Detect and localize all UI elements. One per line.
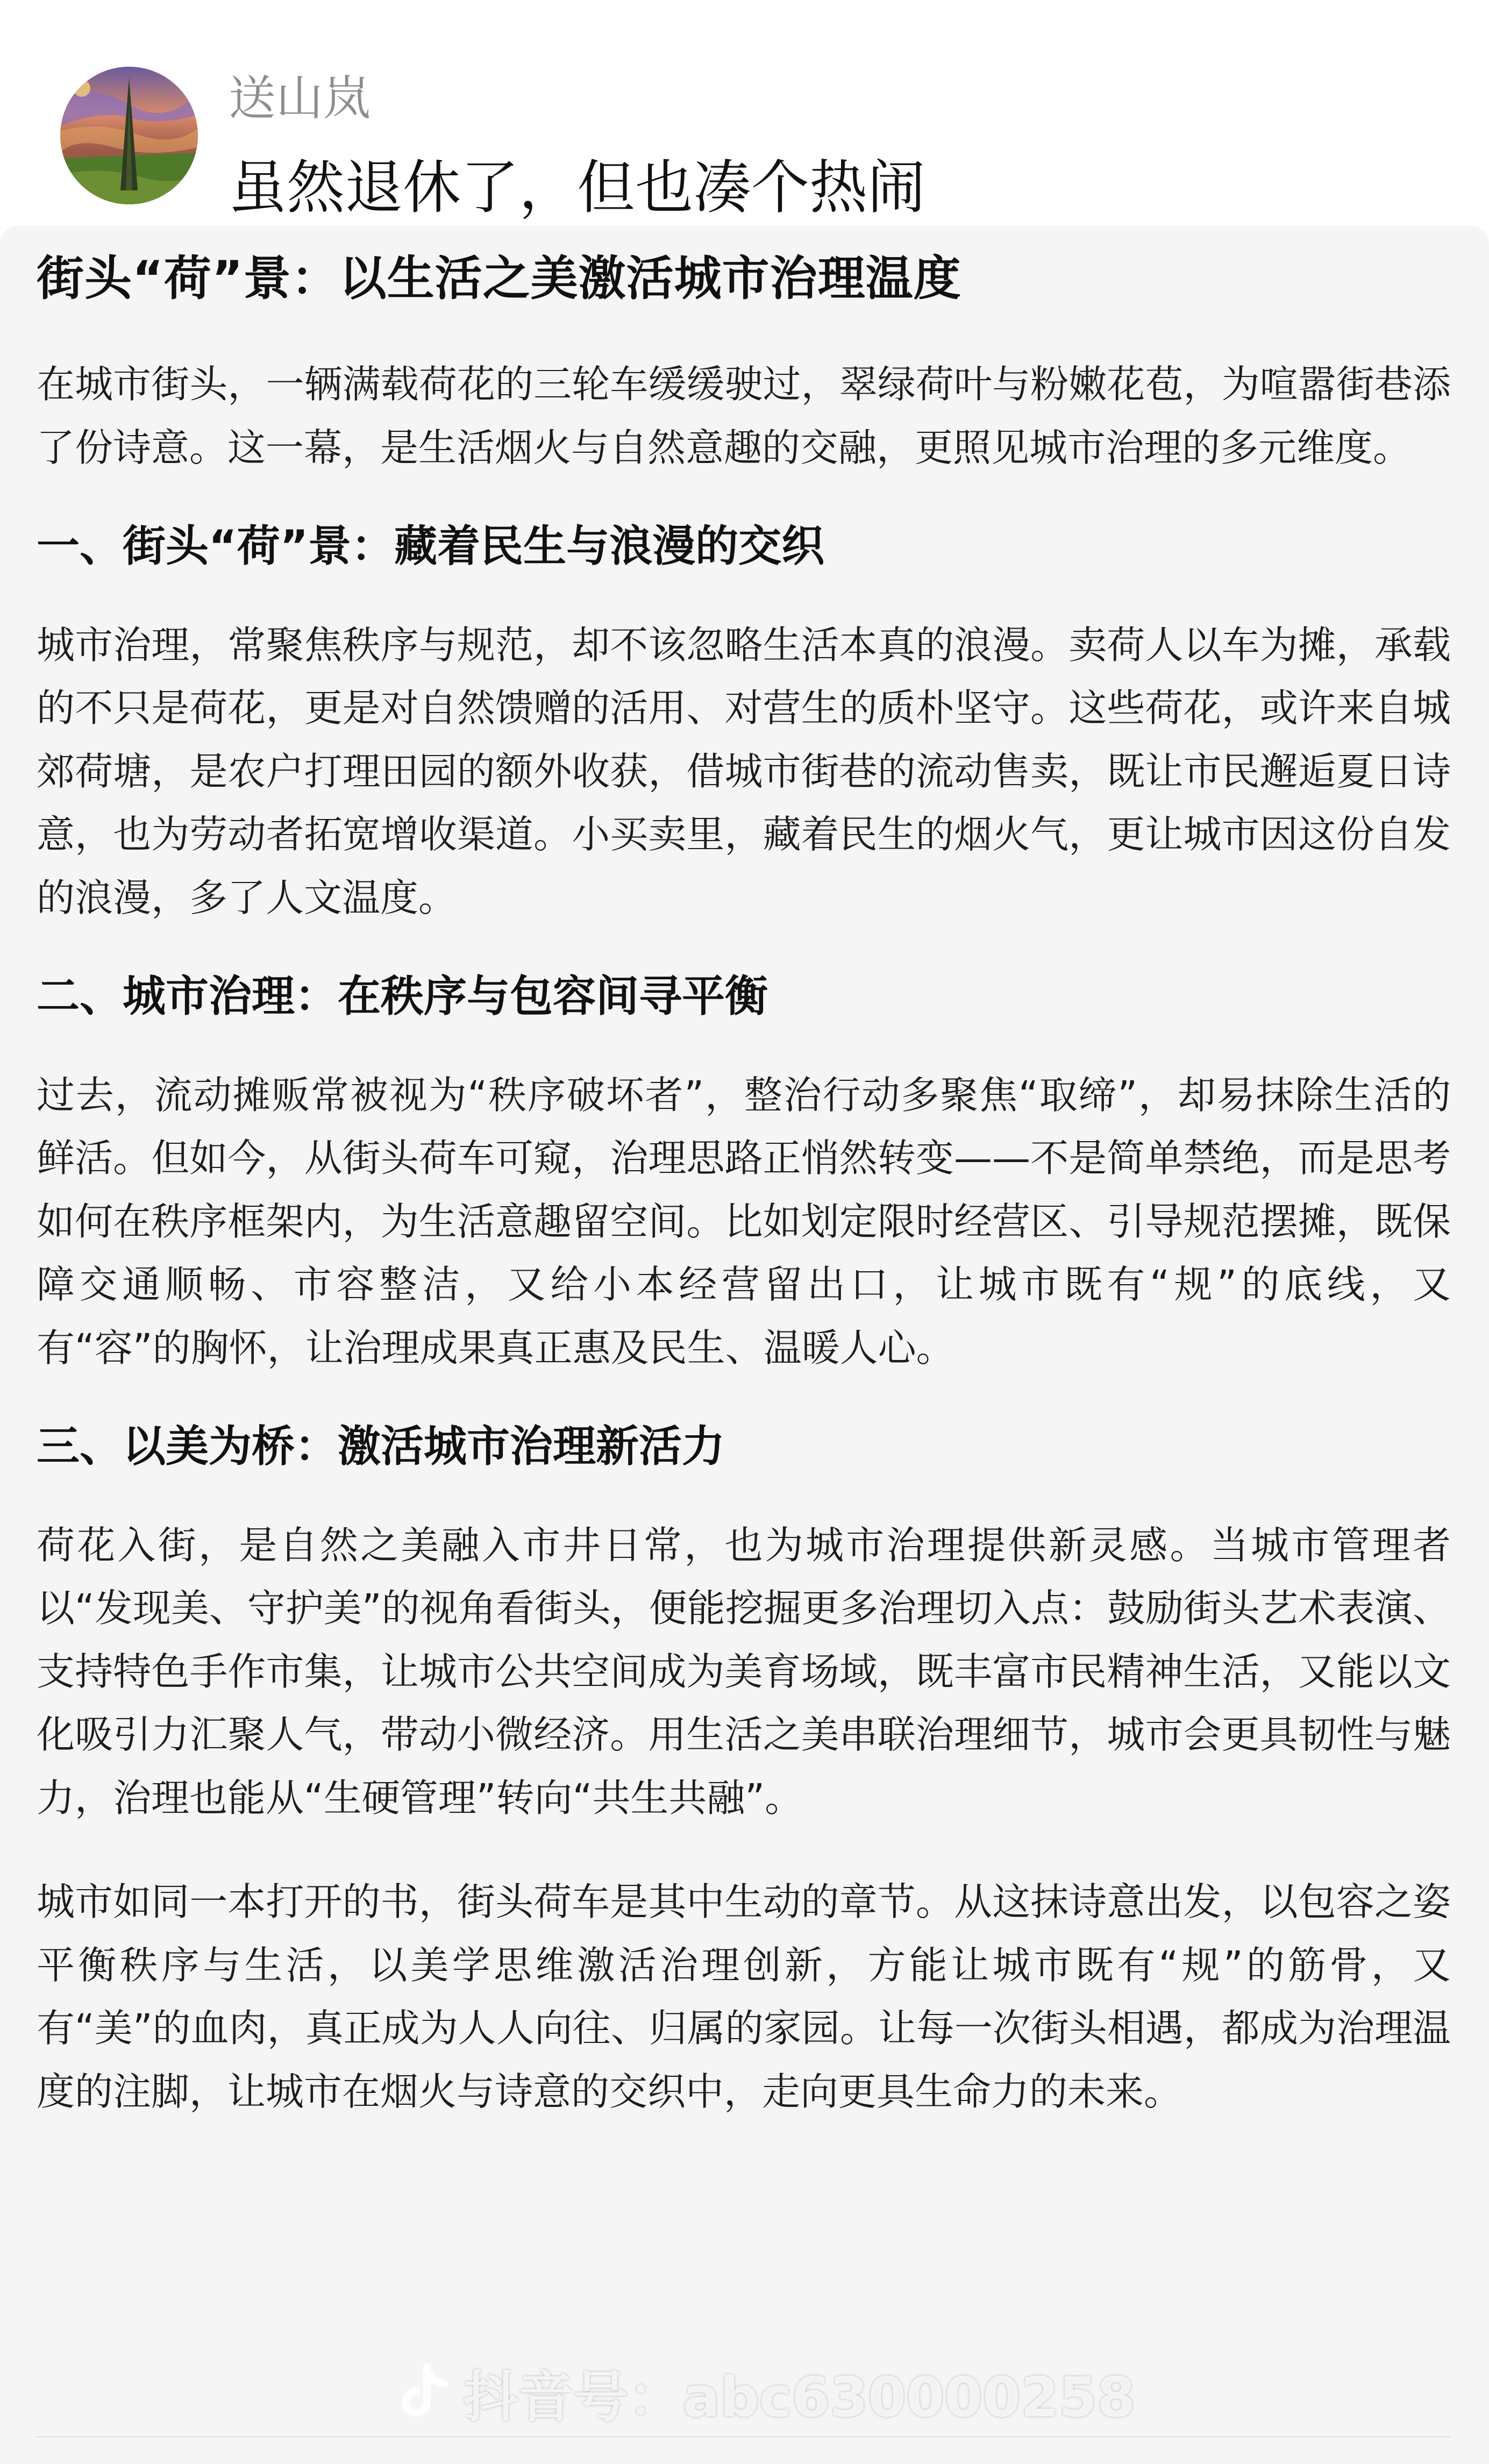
painted-landscape-avatar-icon bbox=[60, 67, 198, 204]
post-caption: 虽然退休了，但也凑个热闹 bbox=[229, 154, 926, 222]
author-name[interactable]: 送山岚 bbox=[229, 70, 371, 126]
article-intro: 在城市街头，一辆满载荷花的三轮车缓缓驶过，翠绿荷叶与粉嫩花苞，为喧嚣街巷添了份诗意。这一幕，是生活烟火与自然意趣的交融，更照见城市治理的多元维度。 bbox=[37, 362, 1451, 470]
section-3-heading: 三、以美为桥：激活城市治理新活力 bbox=[37, 1421, 725, 1471]
section-1-body: 城市治理，常聚焦秩序与规范，却不该忽略生活本真的浪漫。卖荷人以车为摊，承载的不只是荷花，更是对自然馈赠的活用、对营生的质朴坚守。这些荷花，或许来自城郊荷塘，是农户打理田园的额外收获，借城市街巷的流动售卖，既让市民邂逅夏日诗意，也为劳动者拓宽增收渠道。小买卖里，藏着民生的烟火气，更让城市因这份自发的浪漫，多了人文温度。 bbox=[37, 622, 1451, 920]
watermark-text: 抖音号：abc630000258 bbox=[464, 2366, 1136, 2430]
article-title: 街头“荷”景：以生活之美激活城市治理温度 bbox=[37, 251, 961, 306]
section-3-body: 荷花入街，是自然之美融入市井日常，也为城市治理提供新灵感。当城市管理者以“发现美、守护美”的视角看街头，便能挖掘更多治理切入点：鼓励街头艺术表演、支持特色手作市集，让城市公共空间成为美育场域，既丰富市民精神生活，又能以文化吸引力汇聚人气，带动小微经济。用生活之美串联治理细节，城市会更具韧性与魅力，治理也能从“生硬管理”转向“共生共融”。 bbox=[37, 1522, 1451, 1820]
bottom-divider bbox=[37, 2436, 1451, 2437]
section-2-body: 过去，流动摊贩常被视为“秩序破坏者”，整治行动多聚焦“取缔”，却易抹除生活的鲜活。但如今，从街头荷车可窥，治理思路正悄然转变——不是简单禁绝，而是思考如何在秩序框架内，为生活意趣留空间。比如划定限时经营区、引导规范摆摊，既保障交通顺畅、市容整洁，又给小本经营留出口，让城市既有“规”的底线，又有“容”的胸怀，让治理成果真正惠及民生、温暖人心。 bbox=[37, 1072, 1451, 1370]
article-body bbox=[37, 242, 1451, 2123]
section-1-heading: 一、街头“荷”景：藏着民生与浪漫的交织 bbox=[37, 521, 825, 571]
article-conclusion: 城市如同一本打开的书，街头荷车是其中生动的章节。从这抹诗意出发，以包容之姿平衡秩序与生活，以美学思维激活治理创新，方能让城市既有“规”的筋骨，又有“美”的血肉，真正成为人人向往、归属的家园。让每一次街头相遇，都成为治理温度的注脚，让城市在烟火与诗意的交织中，走向更具生命力的未来。 bbox=[37, 1879, 1451, 2114]
user-avatar[interactable] bbox=[60, 67, 198, 204]
post-header bbox=[0, 0, 1489, 226]
section-2-heading: 二、城市治理：在秩序与包容间寻平衡 bbox=[37, 971, 768, 1021]
